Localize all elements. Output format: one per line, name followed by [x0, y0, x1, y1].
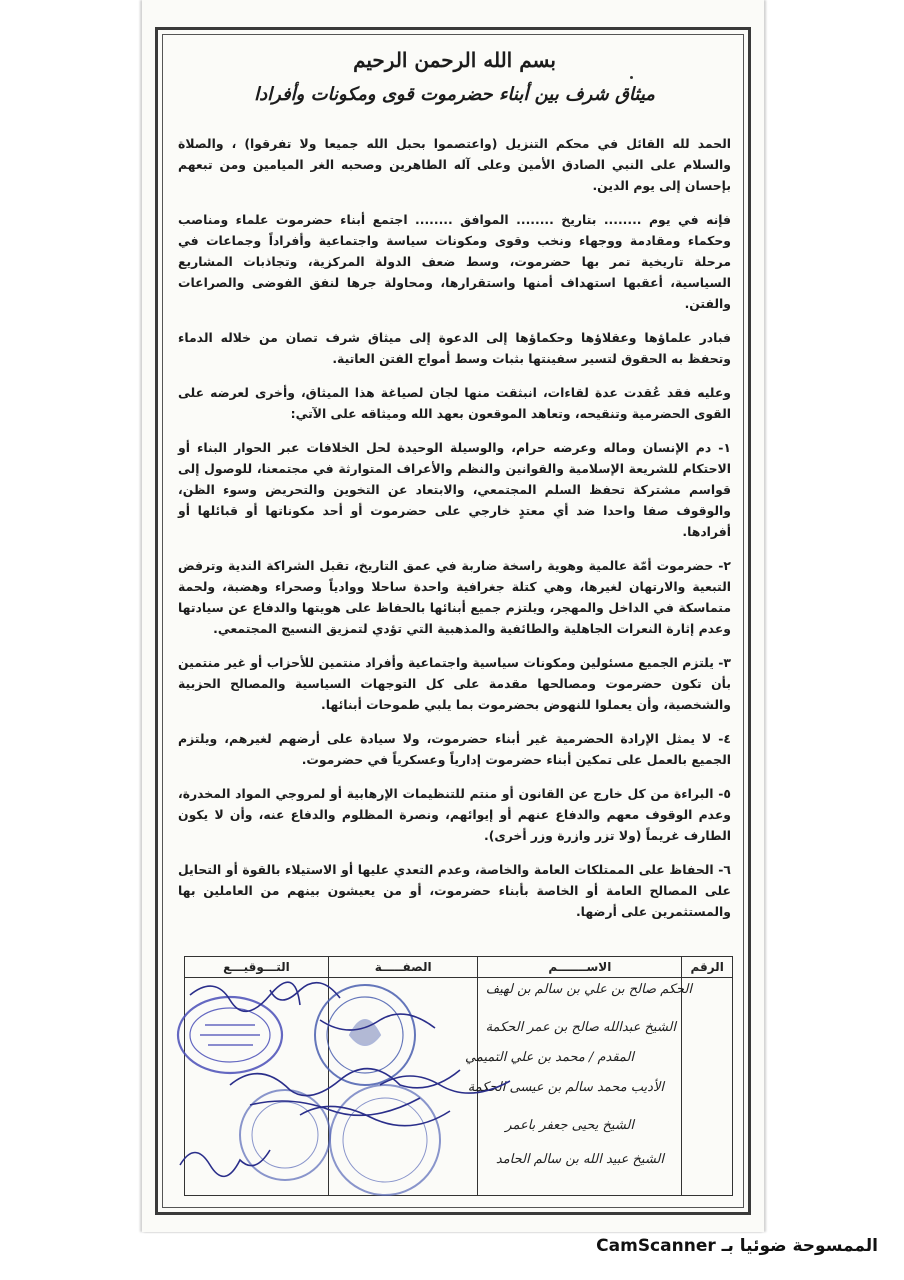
paragraph-intro: الحمد لله القائل في محكم التنزيل (واعتصموا بحبل الله جميعا ولا تفرقوا) ، والصلاة والسلام على النبي الصادق الأمين وعلى آله الطاهرين وصحبه الغر الميامين ومن تبعهم بإحسان إلى يوم الدين. [178, 136, 731, 193]
basmala-heading: بسم الله الرحمن الرحيم [353, 48, 556, 72]
paragraph-initiative: فبادر علماؤها وعقلاؤها وحكماؤها إلى الدعوة إلى ميثاق شرف تصان من خلاله الدماء وتحفظ به الحقوق لتسير سفينتها بثبات وسط أمواج الفتن العاتية. [178, 330, 731, 366]
signer-name-1: الحكم صالح بن علي بن سالم بن لهيف [485, 982, 692, 997]
camscanner-watermark: الممسوحة ضوئيا بـ CamScanner [596, 1236, 878, 1256]
signature-column [185, 978, 329, 1196]
signer-name-5: الشيخ يحيى جعفر باعمر [505, 1118, 634, 1133]
header-signature: التـــوقيـــع [185, 957, 329, 978]
header-number: الرقم [682, 957, 733, 978]
clause-2: ٢- حضرموت أمّة عالمية وهوية راسخة ضاربة في عمق التاريخ، تقبل الشراكة الندية وترفض التبعية والارتهان لغيرها، وهي كتلة جغرافية واحدة ساحلا ووادياً وصحراء وهضبة، ولحمة متماسكة في الداخل والمهجر، ويلتزم جميع أبنائها بالحفاظ على هويتها والدفاع عن سيادتها وعدم إثارة النعرات الجاهلية والطائفية والمذهبية التي تؤدي لتمزيق النسيج المجتمعي. [178, 558, 731, 636]
signer-name-3: المقدم / محمد بن علي التميمي [465, 1050, 634, 1065]
paragraph-agreement: وعليه فقد عُقدت عدة لقاءات، انبثقت منها لجان لصياغة هذا الميثاق، وأخرى لعرضه على القوى الحضرمية وتنقيحه، وتعاهد الموقعون بعهد الله وميثاقه على الآتي: [178, 385, 731, 421]
signer-name-2: الشيخ عبدالله صالح بن عمر الحكمة [485, 1020, 676, 1035]
clause-3: ٣- يلتزم الجميع مسئولين ومكونات سياسية واجتماعية وأفراد منتمين للأحزاب أو غير منتمين بأن تكون حضرموت ومصالحها مقدمة على كل التوجهات السياسية والمصالح الحزبية والشخصية، وأن يعملوا للنهوض بحضرموت بما يلبي طموحات أبنائها. [178, 655, 731, 712]
header-name: الاســـــــم [478, 957, 682, 978]
document-body [178, 42, 731, 935]
signer-name-6: الشيخ عبيد الله بن سالم الحامد [495, 1152, 664, 1167]
role-column [328, 978, 478, 1196]
charter-title: ميثاق شرف بين أبناء حضرموت قوى ومكونات وأفرادا [254, 84, 655, 105]
clause-6: ٦- الحفاظ على الممتلكات العامة والخاصة، وعدم التعدي عليها أو الاستيلاء بالقوة أو التحايل على المصالح العامة أو الخاصة بأبناء حضرموت، أو من يعيشون بينهم من العاملين بها والمستثمرين على أرضها. [178, 862, 731, 919]
header-role: الصفـــــة [328, 957, 478, 978]
clause-5: ٥- البراءة من كل خارج عن القانون أو منتم للتنظيمات الإرهابية أو لمروجي المواد المخدرة، وعدم الوقوف معهم والدفاع عنهم أو إيوائهم، ونصرة المظلوم والدفاع عنه، وأن لا يكون الطارف غريماً (ولا تزر وازرة وزر أخرى). [178, 786, 731, 843]
clause-4: ٤- لا يمثل الإرادة الحضرمية غير أبناء حضرموت، ولا سيادة على أرضهم لغيرهم، ويلتزم الجميع بالعمل على تمكين أبناء حضرموت إدارياً وعسكرياً في حضرموت. [178, 731, 731, 767]
clause-1: ١- دم الإنسان وماله وعرضه حرام، والوسيلة الوحيدة لحل الخلافات عبر الحوار البناء أو الاحتكام للشريعة الإسلامية والقوانين والنظم والأعراف المتوارثة في مجتمعنا، للوصول إلى قواسم مشتركة تحفظ السلم المجتمعي، والابتعاد عن التخوين والتحريض وسوء الظن، والوقوف صفا واحدا ضد أي معتدٍ خارجي على حضرموت أو أحد مكوناتها أو قبائلها أو أفرادها. [178, 440, 731, 539]
paragraph-meeting: فإنه في يوم ........ بتاريخ ........ الموافق ........ اجتمع أبناء حضرموت علماء ومناصب وحكماء ومقادمة ووجهاء ونخب وقوى ومكونات سياسة واجتماعية وأفراداً وجماعات في مرحلة تاريخية تمر بها حضرموت، وسط ضعف الدولة المركزية، وتجاذبات المشاريع السياسية، أعقبها استهداف أمنها واستقرارها، ومحاولة جرها لنفق الفوضى والصراعات والفتن. [178, 212, 731, 311]
number-column [682, 978, 733, 1196]
signer-name-4: الأديب محمد سالم بن عيسى الحكمة [467, 1080, 664, 1095]
